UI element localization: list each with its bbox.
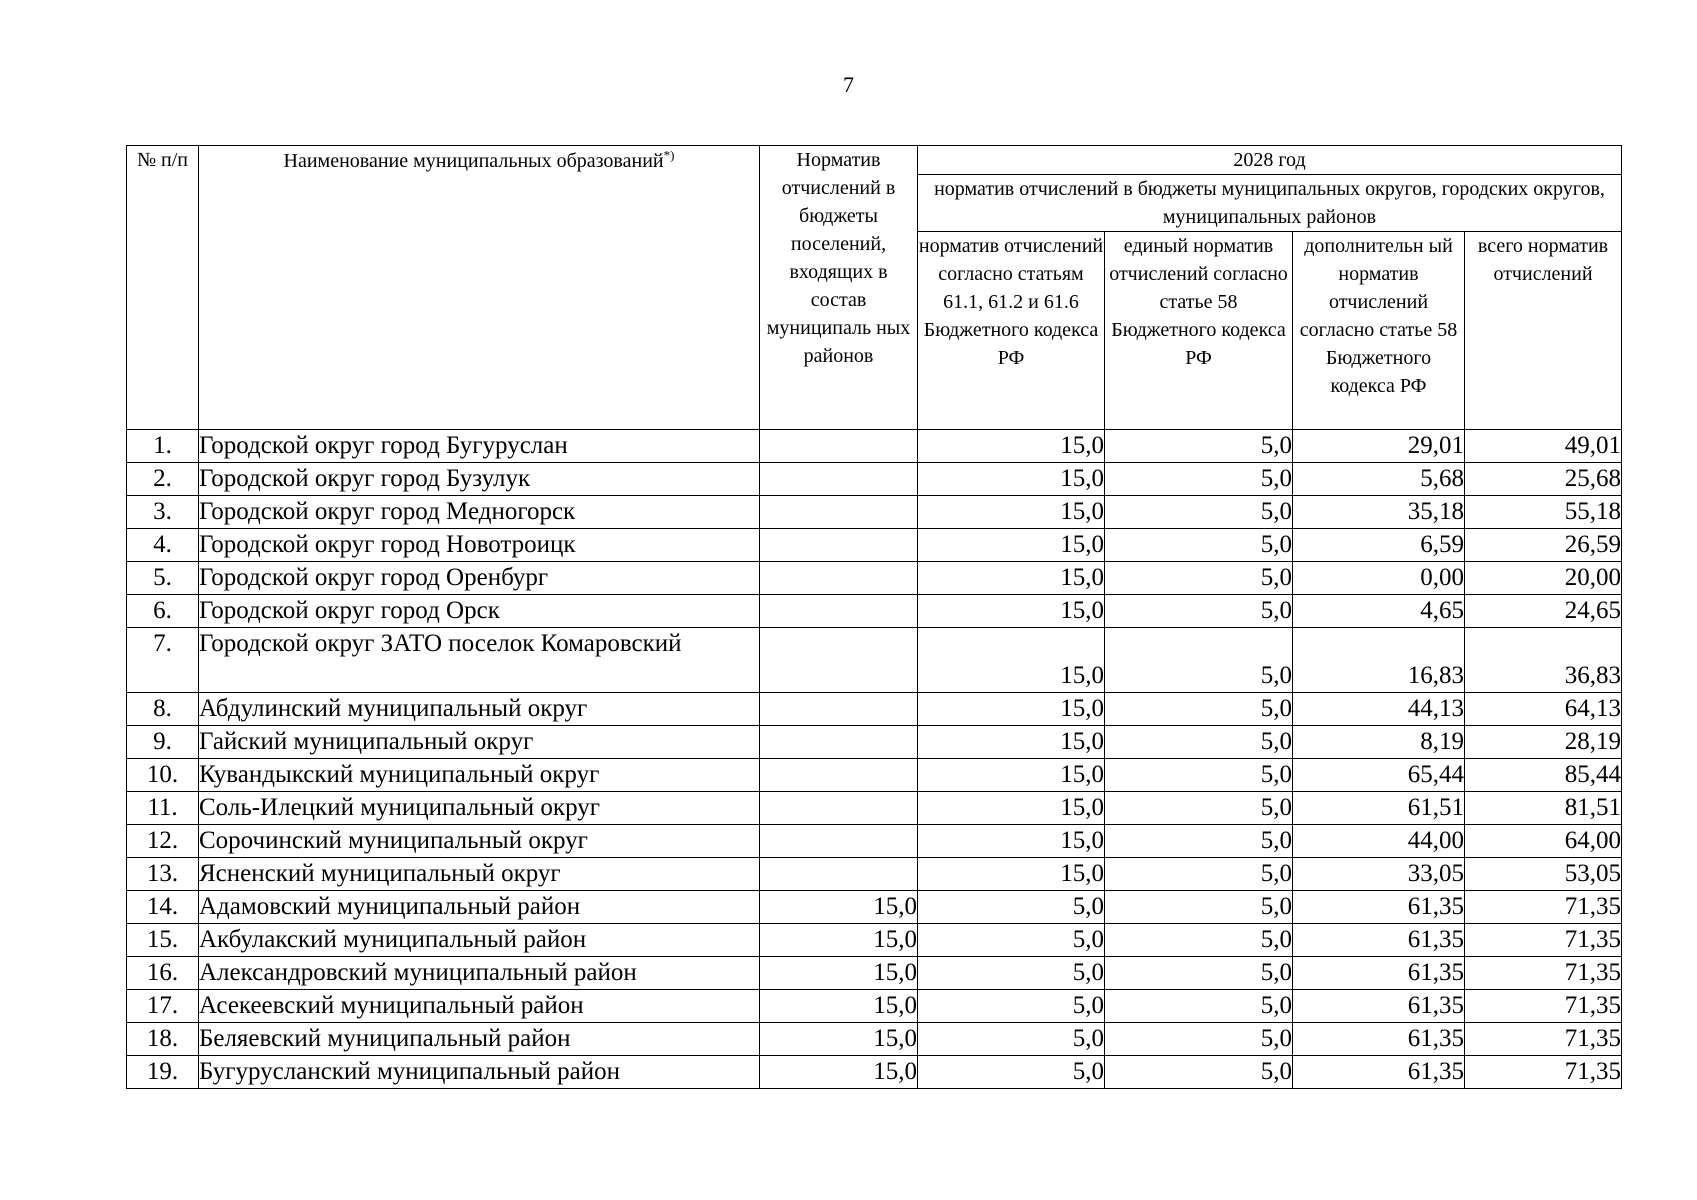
row-number-cell: 17. [127,990,199,1023]
table-row [127,595,1622,628]
table-row [127,562,1622,595]
page-number: 7 [843,72,854,97]
norm-articles-61-cell: 15,0 [918,726,1105,759]
unified-norm-58-cell: 5,0 [1105,924,1293,957]
settlement-norm-cell [760,858,918,891]
additional-norm-58-cell: 61,35 [1293,1056,1465,1089]
municipality-name-cell: Городской округ ЗАТО поселок Комаровский [199,628,760,693]
total-norm-cell: 71,35 [1465,1023,1622,1056]
settlement-norm-cell [760,628,918,693]
row-number-cell: 10. [127,759,199,792]
unified-norm-58-cell: 5,0 [1105,529,1293,562]
norm-articles-61-cell: 15,0 [918,628,1105,693]
header-additional-norm-58: дополнительн ый норматив отчислений согласно статье 58 Бюджетного кодекса РФ [1293,232,1465,430]
row-number-cell: 13. [127,858,199,891]
total-norm-cell: 53,05 [1465,858,1622,891]
unified-norm-58-cell: 5,0 [1105,792,1293,825]
municipality-name-cell: Абдулинский муниципальный округ [199,693,760,726]
municipality-name-cell: Городской округ город Медногорск [199,496,760,529]
settlement-norm-cell: 15,0 [760,924,918,957]
table-row [127,1023,1622,1056]
municipality-name-cell: Ясненский муниципальный округ [199,858,760,891]
table-row [127,759,1622,792]
settlement-norm-cell [760,430,918,463]
unified-norm-58-cell: 5,0 [1105,1023,1293,1056]
table-row [127,496,1622,529]
additional-norm-58-cell: 29,01 [1293,430,1465,463]
table-row [127,463,1622,496]
norm-articles-61-cell: 15,0 [918,595,1105,628]
row-number-cell: 15. [127,924,199,957]
table-row [127,792,1622,825]
table-row [127,430,1622,463]
additional-norm-58-cell: 61,35 [1293,891,1465,924]
norm-articles-61-cell: 15,0 [918,562,1105,595]
table-row [127,825,1622,858]
additional-norm-58-cell: 61,35 [1293,990,1465,1023]
settlement-norm-cell: 15,0 [760,957,918,990]
norm-articles-61-cell: 5,0 [918,990,1105,1023]
total-norm-cell: 64,00 [1465,825,1622,858]
additional-norm-58-cell: 61,35 [1293,924,1465,957]
norm-articles-61-cell: 15,0 [918,529,1105,562]
additional-norm-58-cell: 16,83 [1293,628,1465,693]
header-settlement-norm: Норматив отчислений в бюджеты поселений, входящих в состав муниципаль ных районов [760,146,918,430]
additional-norm-58-cell: 4,65 [1293,595,1465,628]
table-row [127,924,1622,957]
row-number-cell: 2. [127,463,199,496]
total-norm-cell: 71,35 [1465,891,1622,924]
header-subgroup: норматив отчислений в бюджеты муниципальных округов, городских округов, муниципальных районов [918,175,1622,232]
additional-norm-58-cell: 5,68 [1293,463,1465,496]
municipality-name-cell: Соль-Илецкий муниципальный округ [199,792,760,825]
table-body [127,430,1622,1089]
norm-articles-61-cell: 5,0 [918,924,1105,957]
row-number-cell: 11. [127,792,199,825]
row-number-cell: 8. [127,693,199,726]
norm-articles-61-cell: 15,0 [918,825,1105,858]
row-number-cell: 4. [127,529,199,562]
additional-norm-58-cell: 6,59 [1293,529,1465,562]
total-norm-cell: 28,19 [1465,726,1622,759]
additional-norm-58-cell: 8,19 [1293,726,1465,759]
municipality-name-cell: Бугурусланский муниципальный район [199,1056,760,1089]
table-row [127,628,1622,693]
row-number-cell: 5. [127,562,199,595]
settlement-norm-cell: 15,0 [760,990,918,1023]
row-number-cell: 14. [127,891,199,924]
header-total-norm: всего норматив отчислений [1465,232,1622,430]
total-norm-cell: 71,35 [1465,1056,1622,1089]
row-number-cell: 1. [127,430,199,463]
deduction-norms-table [126,145,1622,1089]
total-norm-cell: 36,83 [1465,628,1622,693]
municipality-name-cell: Адамовский муниципальный район [199,891,760,924]
row-number-cell: 16. [127,957,199,990]
unified-norm-58-cell: 5,0 [1105,1056,1293,1089]
norm-articles-61-cell: 15,0 [918,496,1105,529]
norm-articles-61-cell: 15,0 [918,693,1105,726]
settlement-norm-cell: 15,0 [760,891,918,924]
total-norm-cell: 81,51 [1465,792,1622,825]
unified-norm-58-cell: 5,0 [1105,858,1293,891]
unified-norm-58-cell: 5,0 [1105,891,1293,924]
additional-norm-58-cell: 61,51 [1293,792,1465,825]
total-norm-cell: 71,35 [1465,990,1622,1023]
norm-articles-61-cell: 5,0 [918,957,1105,990]
norm-articles-61-cell: 15,0 [918,792,1105,825]
municipality-name-cell: Городской округ город Новотроицк [199,529,760,562]
total-norm-cell: 55,18 [1465,496,1622,529]
municipality-name-cell: Александровский муниципальный район [199,957,760,990]
norm-articles-61-cell: 5,0 [918,1056,1105,1089]
row-number-cell: 18. [127,1023,199,1056]
total-norm-cell: 24,65 [1465,595,1622,628]
settlement-norm-cell [760,825,918,858]
header-municipality-name [199,146,760,430]
unified-norm-58-cell: 5,0 [1105,726,1293,759]
row-number-cell: 9. [127,726,199,759]
municipality-name-cell: Беляевский муниципальный район [199,1023,760,1056]
unified-norm-58-cell: 5,0 [1105,693,1293,726]
row-number-cell: 19. [127,1056,199,1089]
table-row [127,891,1622,924]
norm-articles-61-cell: 5,0 [918,891,1105,924]
row-number-cell: 6. [127,595,199,628]
additional-norm-58-cell: 61,35 [1293,1023,1465,1056]
table-row [127,990,1622,1023]
unified-norm-58-cell: 5,0 [1105,430,1293,463]
table-row [127,529,1622,562]
norm-articles-61-cell: 15,0 [918,430,1105,463]
unified-norm-58-cell: 5,0 [1105,759,1293,792]
unified-norm-58-cell: 5,0 [1105,628,1293,693]
table-row [127,858,1622,891]
unified-norm-58-cell: 5,0 [1105,825,1293,858]
header-unified-norm-58: единый норматив отчислений согласно статье 58 Бюджетного кодекса РФ [1105,232,1293,430]
settlement-norm-cell [760,693,918,726]
settlement-norm-cell [760,759,918,792]
settlement-norm-cell [760,726,918,759]
settlement-norm-cell [760,562,918,595]
total-norm-cell: 49,01 [1465,430,1622,463]
municipality-name-cell: Городской округ город Оренбург [199,562,760,595]
additional-norm-58-cell: 61,35 [1293,957,1465,990]
settlement-norm-cell [760,595,918,628]
norm-articles-61-cell: 15,0 [918,759,1105,792]
municipality-name-cell: Сорочинский муниципальный округ [199,825,760,858]
municipality-name-cell: Акбулакский муниципальный район [199,924,760,957]
municipality-name-cell: Городской округ город Бузулук [199,463,760,496]
table-row [127,957,1622,990]
settlement-norm-cell [760,463,918,496]
norm-articles-61-cell: 15,0 [918,858,1105,891]
additional-norm-58-cell: 65,44 [1293,759,1465,792]
unified-norm-58-cell: 5,0 [1105,957,1293,990]
table-row [127,693,1622,726]
norm-articles-61-cell: 15,0 [918,463,1105,496]
header-name-footnote: *) [663,147,675,163]
municipality-name-cell: Гайский муниципальный округ [199,726,760,759]
header-year: 2028 год [918,146,1622,175]
unified-norm-58-cell: 5,0 [1105,562,1293,595]
additional-norm-58-cell: 33,05 [1293,858,1465,891]
unified-norm-58-cell: 5,0 [1105,463,1293,496]
header-name-text: Наименование муниципальных образований [283,150,664,172]
municipality-name-cell: Городской округ город Орск [199,595,760,628]
additional-norm-58-cell: 0,00 [1293,562,1465,595]
additional-norm-58-cell: 44,00 [1293,825,1465,858]
table-row [127,1056,1622,1089]
municipality-name-cell: Кувандыкский муниципальный округ [199,759,760,792]
unified-norm-58-cell: 5,0 [1105,595,1293,628]
header-norm-articles-61: норматив отчислений согласно статьям 61.1, 61.2 и 61.6 Бюджетного кодекса РФ [918,232,1105,430]
total-norm-cell: 85,44 [1465,759,1622,792]
row-number-cell: 3. [127,496,199,529]
settlement-norm-cell: 15,0 [760,1023,918,1056]
total-norm-cell: 20,00 [1465,562,1622,595]
unified-norm-58-cell: 5,0 [1105,990,1293,1023]
settlement-norm-cell [760,496,918,529]
row-number-cell: 7. [127,628,199,693]
row-number-cell: 12. [127,825,199,858]
municipality-name-cell: Асекеевский муниципальный район [199,990,760,1023]
norm-articles-61-cell: 5,0 [918,1023,1105,1056]
additional-norm-58-cell: 44,13 [1293,693,1465,726]
municipality-name-cell: Городской округ город Бугуруслан [199,430,760,463]
additional-norm-58-cell: 35,18 [1293,496,1465,529]
header-row-number: № п/п [127,146,199,430]
unified-norm-58-cell: 5,0 [1105,496,1293,529]
total-norm-cell: 64,13 [1465,693,1622,726]
total-norm-cell: 71,35 [1465,957,1622,990]
table-row [127,726,1622,759]
total-norm-cell: 26,59 [1465,529,1622,562]
total-norm-cell: 25,68 [1465,463,1622,496]
settlement-norm-cell [760,792,918,825]
settlement-norm-cell: 15,0 [760,1056,918,1089]
total-norm-cell: 71,35 [1465,924,1622,957]
settlement-norm-cell [760,529,918,562]
